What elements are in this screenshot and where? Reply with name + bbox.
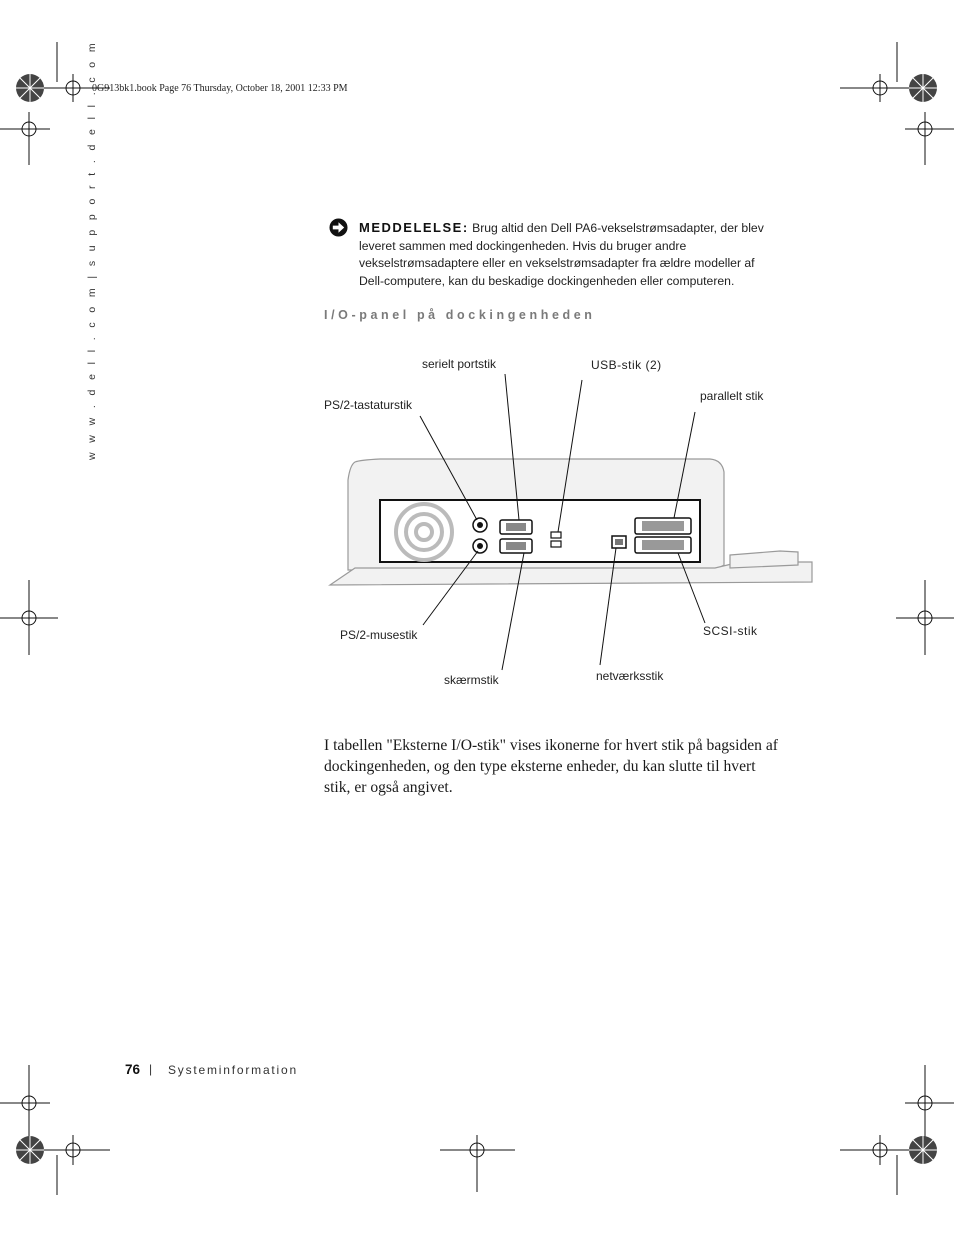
page-number: 76: [125, 1062, 141, 1077]
sidebar-url: w w w . d e l l . c o m | s u p p o r t . d e l l . c o m: [86, 39, 98, 460]
label-display: skærmstik: [444, 673, 499, 687]
notice-text: Brug altid den Dell PA6-vekselstrømsadapter, der blev leveret sammen med dockingenheden. Hvis du bruger andre vekselstrømsadaptere eller en vekselstrømsadapter fra ældre modeller af Dell-computere, kan du beskadige dockingenheden eller computeren.: [359, 221, 764, 288]
label-serial-port: serielt portstik: [422, 357, 497, 371]
notice-arrow-icon: [329, 218, 348, 237]
body-paragraph: I tabellen "Eksterne I/O-stik" vises ikonerne for hvert stik på bagsiden af dockingenheden, og den type eksterne enheder, du kan slutte til hvert stik, er også angivet.: [324, 737, 778, 796]
notice-block: [359, 219, 779, 290]
book-header-stamp: 0G913bk1.book Page 76 Thursday, October 18, 2001 12:33 PM: [92, 83, 348, 94]
footer-separator: |: [149, 1062, 153, 1076]
footer-section-title: Systeminformation: [168, 1063, 298, 1077]
label-ps2-keyboard: PS/2-tastaturstik: [324, 398, 413, 412]
label-usb: USB-stik (2): [591, 358, 662, 372]
label-parallel: parallelt stik: [700, 389, 764, 403]
label-network: netværksstik: [596, 669, 664, 683]
label-scsi: SCSI-stik: [703, 624, 758, 638]
section-title: I/O-panel på dockingenheden: [324, 308, 596, 322]
notice-heading: MEDDELELSE:: [359, 220, 469, 235]
io-panel-diagram: [320, 340, 820, 700]
label-ps2-mouse: PS/2-musestik: [340, 628, 418, 642]
